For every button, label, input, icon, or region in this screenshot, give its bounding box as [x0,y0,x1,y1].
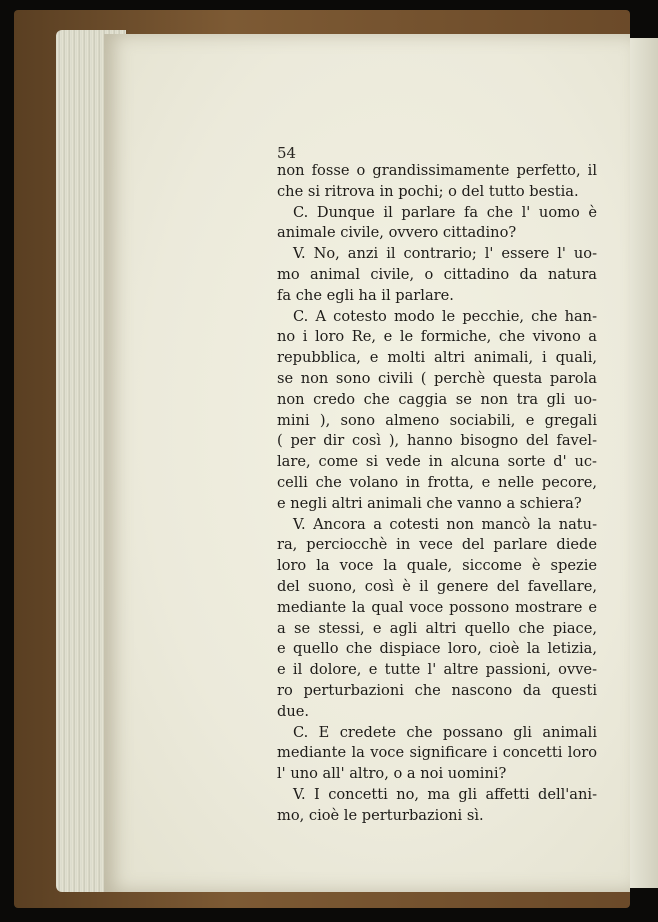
text-line: C. Dunque il parlare fa che l' uomo è [293,203,597,221]
text-line: C. A cotesto modo le pecchie, che han- [293,307,597,325]
text-line: lare, come si vede in alcuna sorte d' uc- [277,453,597,471]
text-line: no i loro Re, e le formiche, che vivono a [277,328,597,346]
text-line: e negli altri animali che vanno a schiera? [277,494,582,512]
text-line: che si ritrova in pochi; o del tutto bestia. [277,182,579,200]
text-line: mo animal civile, o cittadino da natura [277,265,597,283]
text-line: V. No, anzi il contrario; l' essere l' uo- [293,245,597,263]
text-line: repubblica, e molti altri animali, i quali, [277,349,597,367]
text-line: loro la voce la quale, siccome è spezie [277,557,597,575]
facing-page-edge [630,38,658,888]
text-line: e quello che dispiace loro, cioè la letizia, [277,640,597,658]
text-line: non fosse o grandissimamente perfetto, il [277,162,597,179]
text-line: V. I concetti no, ma gli affetti dell'ani- [293,785,597,803]
page-text [277,145,597,827]
text-line: due. [277,702,310,720]
text-line: mo, cioè le perturbazioni sì. [277,806,484,824]
page-number: 54 [277,144,297,162]
text-line: animale civile, ovvero cittadino? [277,224,517,242]
text-line: celli che volano in frotta, e nelle pecore, [277,473,597,491]
text-line: C. E credete che possano gli animali [293,723,597,741]
text-lines [277,161,597,827]
text-line: mediante la voce significare i concetti loro [277,744,597,762]
text-line: ra, perciocchè in vece del parlare diede [277,536,597,554]
text-line: fa che egli ha il parlare. [277,286,454,304]
text-line: l' uno all' altro, o a noi uomini? [277,765,507,783]
text-line: non credo che caggia se non tra gli uo- [277,390,597,408]
text-line: se non sono civili ( perchè questa parola [277,369,597,387]
text-line: a se stessi, e agli altri quello che piace, [277,619,597,637]
text-line: ( per dir così ), hanno bisogno del favel- [277,432,597,450]
text-line: ro perturbazioni che nascono da questi [277,681,597,699]
text-line: V. Ancora a cotesti non mancò la natu- [293,515,597,533]
text-line: mini ), sono almeno sociabili, e gregali [277,411,597,429]
text-line: del suono, così è il genere del favellare, [277,577,597,595]
text-line: e il dolore, e tutte l' altre passioni, ovve- [277,661,597,679]
text-line: mediante la qual voce possono mostrare e [277,598,597,616]
